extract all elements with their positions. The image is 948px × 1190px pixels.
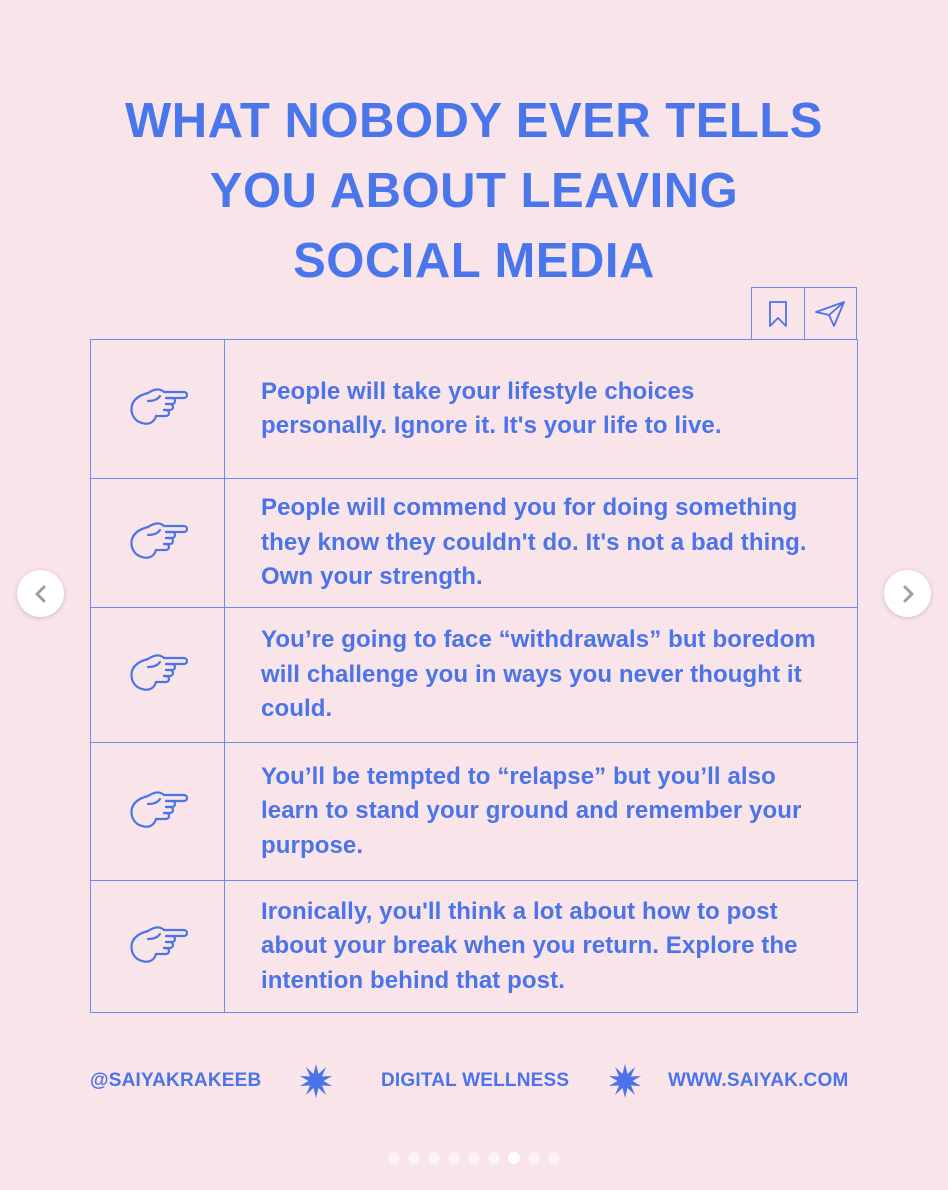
carousel-dot [528, 1152, 540, 1164]
carousel-indicator [0, 1152, 948, 1164]
bookmark-button[interactable] [752, 288, 804, 339]
tip-row [91, 608, 857, 743]
carousel-dot [548, 1152, 560, 1164]
tip-row [91, 340, 857, 479]
tip-text: Ironically, you'll think a lot about how to post about your break when you return. Explore the intention behind that post. [261, 897, 798, 994]
chevron-left-icon [31, 584, 51, 604]
tip-icon-cell [91, 608, 225, 742]
bookmark-icon [768, 300, 788, 328]
tip-text: People will commend you for doing something they know they couldn't do. It's not a bad thing. Own your strength. [261, 494, 807, 591]
tip-text: People will take your lifestyle choices personally. Ignore it. It's your life to live. [261, 377, 722, 439]
page-title [0, 86, 948, 296]
tip-icon-cell [91, 881, 225, 1012]
tip-icon-cell [91, 479, 225, 607]
footer-website: WWW.SAIYAK.COM [668, 1070, 849, 1091]
tip-row [91, 479, 857, 608]
chevron-right-icon [898, 584, 918, 604]
pointing-hand-icon [126, 383, 190, 435]
carousel-dot [388, 1152, 400, 1164]
share-button[interactable] [804, 288, 857, 339]
title-line-3: SOCIAL MEDIA [293, 234, 655, 288]
paper-plane-icon [814, 300, 846, 328]
sparkle-icon [298, 1063, 334, 1099]
tip-text: You’re going to face “withdrawals” but boredom will challenge you in ways you never thought it could. [261, 626, 816, 723]
tips-table [90, 339, 858, 1013]
previous-slide-button[interactable] [17, 570, 64, 617]
next-slide-button[interactable] [884, 570, 931, 617]
title-line-1: WHAT NOBODY EVER TELLS [125, 94, 823, 148]
pointing-hand-icon [126, 649, 190, 701]
carousel-dot [508, 1152, 520, 1164]
carousel-dot [448, 1152, 460, 1164]
tip-text: You’ll be tempted to “relapse” but you’ll also learn to stand your ground and remember your purpose. [261, 762, 802, 859]
title-line-2: YOU ABOUT LEAVING [209, 164, 739, 218]
pointing-hand-icon [126, 517, 190, 569]
footer-handle: @SAIYAKRAKEEB [90, 1070, 262, 1091]
tip-row [91, 743, 857, 881]
pointing-hand-icon [126, 786, 190, 838]
carousel-dot [468, 1152, 480, 1164]
post-actions [751, 287, 857, 339]
tip-icon-cell [91, 340, 225, 478]
tip-row [91, 881, 857, 1012]
footer-topic: DIGITAL WELLNESS [381, 1070, 570, 1091]
carousel-dot [428, 1152, 440, 1164]
carousel-dot [408, 1152, 420, 1164]
carousel-dot [488, 1152, 500, 1164]
sparkle-icon [607, 1063, 643, 1099]
pointing-hand-icon [126, 921, 190, 973]
tip-icon-cell [91, 743, 225, 880]
